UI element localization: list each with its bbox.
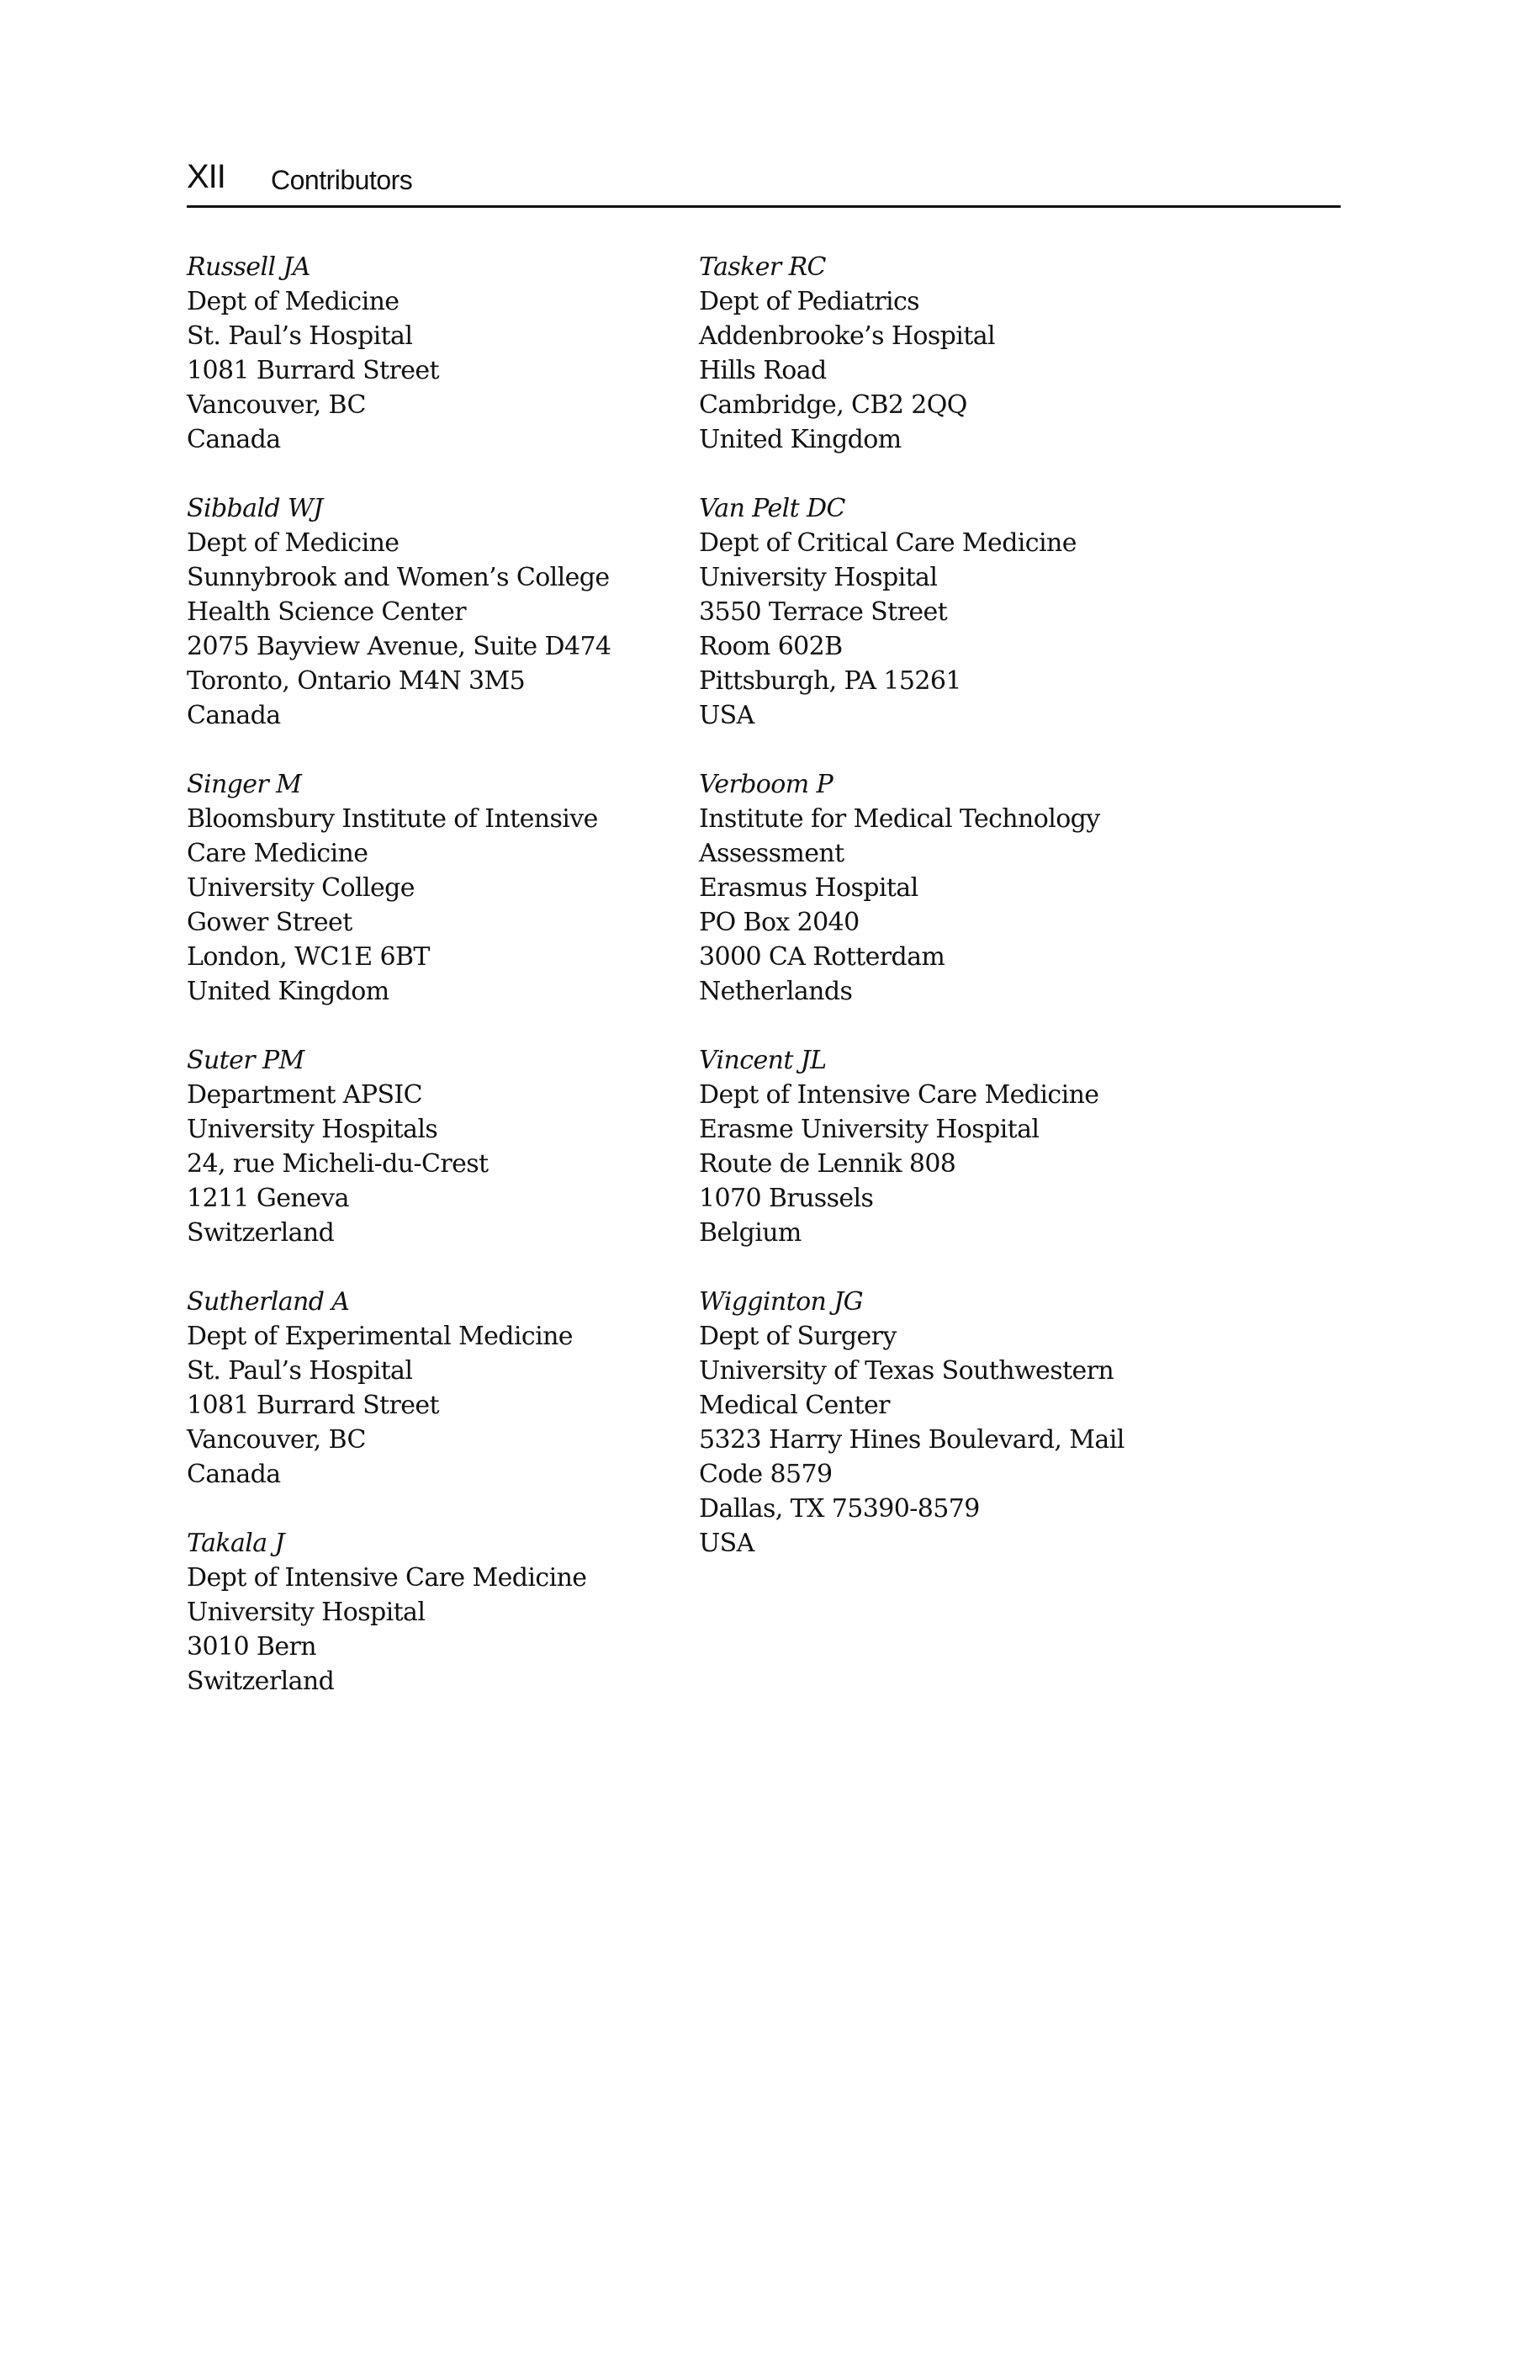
address-line: 2075 Bayview Avenue, Suite D474 [187,632,611,661]
contributor-name: Singer M [187,770,302,799]
running-title: Contributors [271,165,413,195]
address-line: Toronto, Ontario M4N 3M5 [187,666,526,696]
address-line: Erasmus Hospital [699,873,918,903]
address-line: Canada [187,701,281,730]
address-line: University Hospital [699,563,938,592]
address-line: 1070 Brussels [699,1184,874,1213]
contributor-entry [699,1285,1204,1561]
contributor-entry [187,250,691,457]
address-line: Netherlands [699,977,853,1006]
contributor-name: Wigginton JG [699,1287,863,1317]
contributor-name: Verboom P [699,770,834,799]
page-header [187,156,1341,208]
address-line: Care Medicine [187,839,368,868]
contributor-entry [187,1526,691,1699]
address-line: Pittsburgh, PA 15261 [699,666,961,696]
address-line: 1081 Burrard Street [187,356,440,385]
address-line: PO Box 2040 [699,908,860,937]
address-line: Belgium [699,1218,802,1248]
address-line: Erasme University Hospital [699,1115,1040,1144]
address-line: Dallas, TX 75390-8579 [699,1494,980,1524]
contributor-entry [187,1285,691,1492]
address-line: Switzerland [187,1218,335,1248]
address-line: University College [187,873,415,903]
contributor-name: Takala J [187,1529,284,1558]
address-line: Department APSIC [187,1080,423,1110]
address-line: Dept of Critical Care Medicine [699,528,1077,558]
address-line: 1211 Geneva [187,1184,349,1213]
address-line: Room 602B [699,632,843,661]
contributor-name: Sutherland A [187,1287,350,1317]
address-line: Dept of Medicine [187,528,400,558]
address-line: London, WC1E 6BT [187,942,430,972]
address-line: Dept of Experimental Medicine [187,1322,573,1351]
address-line: 3550 Terrace Street [699,597,948,627]
contributor-entry [699,491,1204,733]
contributor-name: Russell JA [187,252,310,282]
address-line: St. Paul’s Hospital [187,321,413,351]
address-line: Code 8579 [699,1460,833,1489]
address-line: Addenbrooke’s Hospital [699,321,995,351]
address-line: United Kingdom [187,977,389,1006]
contributor-name: Sibbald WJ [187,494,323,523]
address-line: Dept of Intensive Care Medicine [187,1563,587,1593]
address-line: 24, rue Micheli-du-Crest [187,1149,489,1179]
address-line: Switzerland [187,1667,335,1696]
address-line: Institute for Medical Technology [699,804,1100,834]
address-line: Dept of Intensive Care Medicine [699,1080,1099,1110]
address-line: Canada [187,1460,281,1489]
contributor-name: Vincent JL [699,1046,827,1075]
address-line: St. Paul’s Hospital [187,1356,413,1386]
contributor-name: Suter PM [187,1046,304,1075]
contributor-entry [187,1043,691,1250]
address-line: 1081 Burrard Street [187,1391,440,1420]
contributor-entry [187,491,691,733]
contributor-entry [187,767,691,1009]
address-line: University Hospital [187,1598,426,1627]
contributors-right-column [699,250,1204,1595]
address-line: Vancouver, BC [187,1425,366,1455]
address-line: Route de Lennik 808 [699,1149,956,1179]
address-line: USA [699,1529,754,1558]
address-line: Dept of Medicine [187,287,400,316]
address-line: United Kingdom [699,425,902,454]
address-line: Dept of Surgery [699,1322,897,1351]
address-line: 3000 CA Rotterdam [699,942,945,972]
contributor-name: Van Pelt DC [699,494,845,523]
address-line: Canada [187,425,281,454]
contributors-left-column [187,250,691,1733]
address-line: Gower Street [187,908,352,937]
contributor-entry [699,1043,1204,1250]
address-line: Hills Road [699,356,827,385]
contributor-name: Tasker RC [699,252,826,282]
contributor-entry [699,250,1204,457]
address-line: Sunnybrook and Women’s College [187,563,610,592]
address-line: Vancouver, BC [187,390,366,420]
address-line: Medical Center [699,1391,890,1420]
address-line: Health Science Center [187,597,467,627]
address-line: 5323 Harry Hines Boulevard, Mail [699,1425,1125,1455]
address-line: Assessment [699,839,844,868]
page-number: XII [187,158,225,195]
address-line: Bloomsbury Institute of Intensive [187,804,598,834]
address-line: Cambridge, CB2 2QQ [699,390,967,420]
address-line: Dept of Pediatrics [699,287,919,316]
address-line: 3010 Bern [187,1632,316,1662]
address-line: University Hospitals [187,1115,438,1144]
address-line: USA [699,701,754,730]
contributor-entry [699,767,1204,1009]
address-line: University of Texas Southwestern [699,1356,1114,1386]
